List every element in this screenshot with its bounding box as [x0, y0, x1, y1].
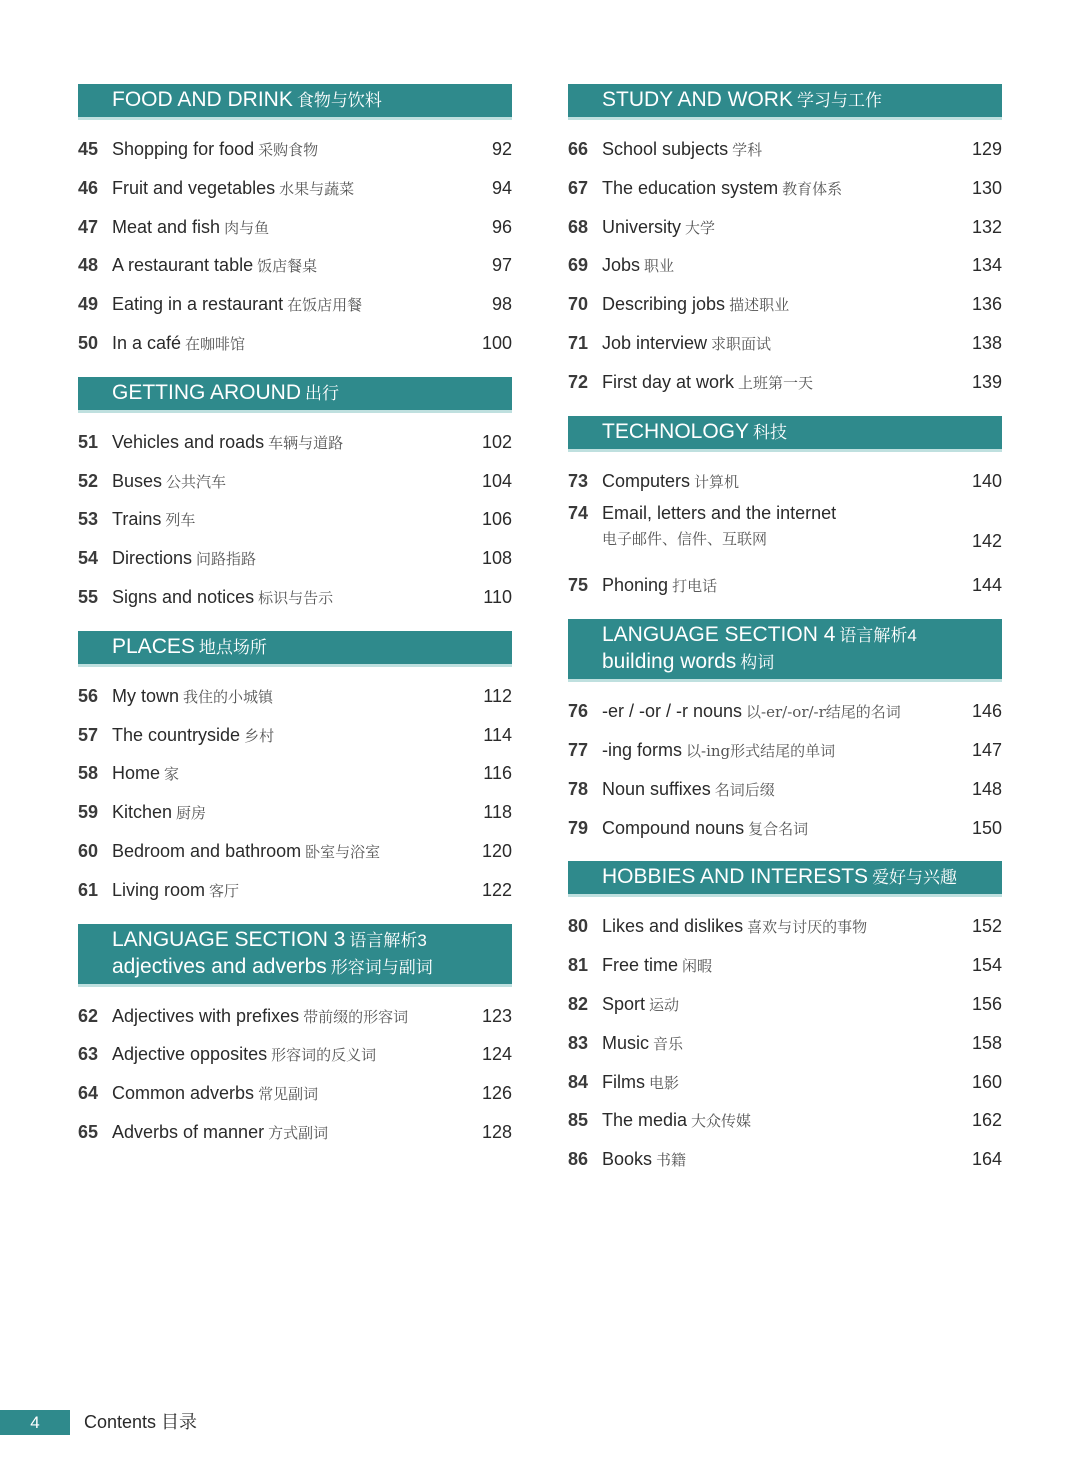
entry-number: 67 [568, 177, 589, 198]
toc-entry[interactable] [78, 462, 512, 501]
entry-title: Meat and fish [112, 216, 221, 237]
entry-number: 77 [568, 739, 589, 760]
entry-title: Signs and notices [112, 586, 255, 607]
entry-page-number: 126 [481, 1083, 512, 1104]
entry-title-zh: 喜欢与讨厌的事物 [747, 918, 868, 937]
entry-page-number: 92 [491, 139, 512, 159]
toc-entry[interactable] [568, 946, 1002, 985]
section-header [568, 84, 1002, 120]
entry-list [78, 667, 512, 910]
entry-number: 64 [78, 1083, 99, 1104]
toc-entry[interactable] [78, 754, 512, 793]
entry-list [78, 120, 512, 363]
entry-title-zh: 卧室与浴室 [305, 842, 381, 861]
entry-title-zh: 职业 [644, 257, 675, 276]
entry-title: My town [112, 685, 180, 706]
entry-title: Phoning [602, 575, 669, 596]
entry-title-zh: 上班第一天 [738, 373, 814, 392]
entry-page-number: 142 [971, 531, 1002, 552]
toc-entry[interactable] [568, 731, 1002, 770]
entry-title-zh: 求职面试 [711, 334, 772, 353]
entry-title: Free time [602, 955, 679, 976]
toc-entry[interactable] [78, 246, 512, 285]
entry-number: 54 [78, 548, 99, 569]
entry-title: Fruit and vegetables [112, 177, 276, 198]
entry-page-number: 130 [971, 177, 1002, 198]
entry-title: Adjectives with prefixes [112, 1005, 300, 1026]
toc-entry[interactable] [78, 1113, 512, 1152]
entry-title-zh: 以-ing形式结尾的单词 [686, 741, 836, 760]
entry-page-number: 104 [481, 470, 512, 491]
entry-page-number: 128 [481, 1121, 512, 1142]
entry-title: First day at work [602, 371, 735, 392]
toc-entry[interactable] [78, 285, 512, 324]
toc-section [568, 416, 1002, 606]
section-subtitle [112, 954, 512, 981]
entry-number: 76 [568, 701, 589, 722]
entry-page-number: 97 [491, 255, 512, 276]
entry-title: Living room [112, 879, 206, 900]
entry-page-number: 132 [971, 216, 1002, 237]
entry-title: A restaurant table [112, 255, 254, 276]
section-title-zh: 食物与饮料 [296, 91, 382, 110]
toc-section [568, 861, 1002, 1179]
entry-title-zh: 描述职业 [729, 296, 790, 315]
toc-entry[interactable] [78, 324, 512, 363]
entry-title-zh: 大学 [685, 218, 716, 237]
section-header [568, 861, 1002, 897]
entry-number: 48 [78, 255, 99, 276]
section-header [568, 416, 1002, 452]
entry-title: Music [602, 1032, 650, 1053]
entry-page-number: 118 [483, 802, 512, 823]
section-title: PLACES [112, 634, 195, 658]
entry-page-number: 148 [971, 778, 1002, 799]
section-title-zh: 爱好与兴趣 [872, 868, 958, 888]
entry-number: 61 [78, 879, 99, 900]
toc-section [568, 619, 1002, 847]
entry-title: School subjects [602, 139, 729, 159]
entry-title-zh: 计算机 [694, 472, 740, 491]
toc-entry[interactable] [78, 716, 512, 755]
section-title-zh: 学习与工作 [796, 91, 882, 110]
entry-title-zh: 书籍 [656, 1151, 687, 1170]
entry-number: 84 [568, 1071, 589, 1092]
toc-entry[interactable] [568, 130, 1002, 169]
toc-entry[interactable] [78, 1074, 512, 1113]
right-column [568, 84, 1002, 1193]
entry-number: 85 [568, 1110, 589, 1131]
section-header [78, 377, 512, 413]
entry-number: 62 [78, 1005, 99, 1026]
section-title: STUDY AND WORK [602, 88, 793, 111]
entry-title-zh: 在咖啡馆 [185, 334, 246, 353]
entry-page-number: 110 [483, 586, 512, 607]
entry-title: Compound nouns [602, 817, 745, 838]
entry-number: 58 [78, 763, 99, 784]
entry-title: Computers [602, 470, 691, 491]
entry-page-number: 147 [971, 739, 1002, 760]
entry-title: -ing forms [602, 739, 683, 760]
entry-list [568, 120, 1002, 402]
entry-title-zh: 学科 [732, 141, 763, 159]
toc-entry[interactable] [568, 1140, 1002, 1179]
entry-number: 65 [78, 1121, 99, 1142]
entry-number: 80 [568, 916, 589, 937]
entry-page-number: 150 [971, 817, 1002, 838]
entry-number: 86 [568, 1149, 589, 1170]
entry-page-number: 140 [971, 470, 1002, 491]
toc-entry[interactable] [78, 793, 512, 832]
toc-entry[interactable] [78, 423, 512, 462]
entry-title-zh: 电子邮件、信件、互联网 [602, 530, 768, 549]
toc-entry[interactable] [78, 500, 512, 539]
entry-number: 50 [78, 332, 99, 353]
entry-title: Home [112, 763, 161, 784]
section-title: GETTING AROUND [112, 380, 302, 404]
entry-page-number: 162 [971, 1110, 1002, 1131]
entry-title: Books [602, 1149, 653, 1170]
entry-title-zh: 复合名词 [748, 819, 809, 838]
entry-title-zh: 我住的小城镇 [183, 687, 274, 706]
entry-title: Films [602, 1071, 645, 1092]
entry-number: 82 [568, 993, 589, 1014]
entry-page-number: 102 [481, 431, 512, 452]
entry-title-zh: 采购食物 [258, 141, 319, 159]
entry-number: 55 [78, 586, 99, 607]
section-subtitle [602, 649, 1002, 676]
entry-title: Trains [112, 509, 162, 530]
toc-entry[interactable] [78, 169, 512, 208]
entry-number: 47 [78, 216, 99, 237]
entry-title-zh: 厨房 [176, 804, 207, 823]
entry-page-number: 136 [971, 294, 1002, 315]
entry-page-number: 160 [971, 1071, 1002, 1092]
toc-entry[interactable] [78, 539, 512, 578]
entry-title-zh: 大众传媒 [691, 1112, 752, 1131]
entry-title-zh: 以-er/-or/-r结尾的名词 [746, 703, 901, 722]
section-title: LANGUAGE SECTION 4 [602, 623, 836, 647]
toc-entry[interactable] [568, 324, 1002, 363]
entry-title: Adjective opposites [112, 1044, 268, 1065]
entry-page-number: 154 [971, 955, 1002, 976]
footer-page-number: 4 [0, 1410, 70, 1435]
section-title-zh: 语言解析4 [839, 626, 917, 646]
entry-number: 57 [78, 724, 99, 745]
entry-list [568, 897, 1002, 1179]
entry-title-zh: 问路指路 [196, 550, 257, 569]
toc-section [78, 631, 512, 910]
entry-number: 68 [568, 216, 589, 237]
toc-entry[interactable] [568, 692, 1002, 731]
section-subtitle-zh: 形容词与副词 [330, 957, 433, 977]
entry-page-number: 106 [481, 509, 512, 530]
section-title: HOBBIES AND INTERESTS [602, 865, 869, 889]
entry-number: 78 [568, 778, 589, 799]
toc-entry[interactable] [568, 907, 1002, 946]
entry-number: 52 [78, 470, 99, 491]
toc-entry[interactable] [78, 997, 512, 1036]
entry-title: Likes and dislikes [602, 916, 744, 937]
entry-title-zh: 在饭店用餐 [287, 296, 363, 315]
toc-entry[interactable] [568, 1101, 1002, 1140]
entry-title: Vehicles and roads [112, 431, 265, 452]
toc-entry[interactable] [568, 566, 1002, 605]
section-title: TECHNOLOGY [602, 419, 750, 443]
toc-entry[interactable] [568, 770, 1002, 809]
toc-entry[interactable] [568, 462, 1002, 501]
entry-page-number: 138 [971, 332, 1002, 353]
toc-entry[interactable] [568, 500, 1002, 566]
entry-page-number: 120 [481, 840, 512, 861]
entry-page-number: 114 [483, 724, 512, 745]
entry-number: 46 [78, 177, 99, 198]
toc-entry[interactable] [78, 578, 512, 617]
entry-title: University [602, 216, 682, 237]
section-header [78, 924, 512, 987]
entry-number: 81 [568, 955, 589, 976]
entry-title-zh: 乡村 [244, 726, 275, 745]
entry-number: 63 [78, 1044, 99, 1065]
entry-title: Jobs [602, 255, 641, 276]
entry-title-zh: 水果与蔬菜 [279, 179, 355, 198]
toc-section [568, 84, 1002, 402]
entry-title: Email, letters and the internet [602, 503, 837, 524]
entry-page-number: 152 [971, 916, 1002, 937]
toc-entry[interactable] [568, 1024, 1002, 1063]
entry-number: 71 [568, 332, 589, 353]
entry-number: 79 [568, 817, 589, 838]
toc-entry[interactable] [78, 832, 512, 871]
entry-title: Directions [112, 548, 193, 569]
section-header [78, 84, 512, 120]
entry-page-number: 146 [971, 701, 1002, 722]
entry-title-zh: 方式副词 [268, 1123, 329, 1142]
section-subtitle-text: building words [602, 650, 737, 674]
entry-page-number: 100 [481, 332, 512, 353]
section-title-zh: 出行 [305, 383, 340, 403]
section-title: LANGUAGE SECTION 3 [112, 927, 346, 951]
entry-title-zh: 闲暇 [682, 957, 713, 976]
entry-number: 56 [78, 685, 99, 706]
section-header [78, 631, 512, 667]
entry-page-number: 156 [971, 993, 1002, 1014]
toc-entry[interactable] [568, 1063, 1002, 1102]
entry-number: 51 [78, 431, 99, 452]
entry-number: 75 [568, 575, 589, 596]
entry-number: 83 [568, 1032, 589, 1053]
entry-title-zh: 运动 [649, 995, 680, 1014]
entry-title-zh: 客厅 [209, 881, 240, 900]
entry-title: Sport [602, 993, 646, 1014]
page-footer [0, 1410, 400, 1435]
entry-title: Kitchen [112, 802, 173, 823]
entry-page-number: 123 [481, 1005, 512, 1026]
section-title-zh: 地点场所 [198, 637, 267, 657]
entry-page-number: 124 [481, 1044, 512, 1065]
toc-entry[interactable] [568, 246, 1002, 285]
entry-page-number: 122 [481, 879, 512, 900]
entry-number: 45 [78, 139, 99, 159]
section-subtitle-zh: 构词 [740, 653, 775, 673]
section-title-zh: 科技 [753, 422, 788, 442]
entry-title: Shopping for food [112, 139, 255, 159]
toc-entry[interactable] [568, 169, 1002, 208]
entry-title: Bedroom and bathroom [112, 840, 302, 861]
toc-entry[interactable] [78, 1035, 512, 1074]
entry-number: 73 [568, 470, 589, 491]
entry-title-zh: 家 [164, 765, 180, 784]
entry-title: Describing jobs [602, 294, 726, 315]
toc-entry[interactable] [568, 809, 1002, 848]
entry-title-zh: 饭店餐桌 [257, 257, 318, 276]
toc-entry[interactable] [568, 208, 1002, 247]
entry-title-zh: 常见副词 [258, 1085, 319, 1104]
entry-title-zh: 打电话 [672, 577, 718, 596]
entry-title: Common adverbs [112, 1083, 255, 1104]
entry-title-zh: 肉与鱼 [224, 218, 270, 237]
toc-entry[interactable] [568, 285, 1002, 324]
entry-title-zh: 名词后缀 [714, 780, 775, 799]
entry-page-number: 144 [971, 575, 1002, 596]
entry-number: 53 [78, 509, 99, 530]
entry-title-zh: 列车 [165, 511, 196, 530]
toc-entry[interactable] [568, 985, 1002, 1024]
entry-list [568, 452, 1002, 606]
entry-title: The media [602, 1110, 688, 1131]
entry-title-zh: 公共汽车 [166, 472, 227, 491]
entry-title-zh: 带前缀的形容词 [303, 1007, 409, 1026]
entry-number: 49 [78, 294, 99, 315]
toc-entry[interactable] [78, 871, 512, 910]
entry-number: 69 [568, 255, 589, 276]
entry-list [78, 413, 512, 617]
entry-page-number: 158 [971, 1032, 1002, 1053]
entry-page-number: 112 [483, 685, 512, 706]
entry-title-zh: 标识与告示 [258, 588, 334, 607]
entry-title: Job interview [602, 332, 708, 353]
entry-title: Adverbs of manner [112, 1121, 265, 1142]
footer-label: Contents 目录 [84, 1412, 198, 1432]
entry-title-zh: 音乐 [653, 1034, 684, 1053]
left-column [78, 84, 512, 1166]
entry-title: Noun suffixes [602, 778, 711, 799]
section-subtitle-text: adjectives and adverbs [112, 954, 327, 978]
entry-number: 66 [568, 139, 589, 159]
toc-entry[interactable] [78, 130, 512, 169]
entry-page-number: 98 [491, 294, 512, 315]
entry-page-number: 116 [483, 763, 512, 784]
entry-page-number: 164 [971, 1149, 1002, 1170]
toc-entry[interactable] [78, 208, 512, 247]
entry-page-number: 108 [481, 548, 512, 569]
entry-number: 72 [568, 371, 589, 392]
entry-number: 70 [568, 294, 589, 315]
entry-title: Eating in a restaurant [112, 294, 284, 315]
entry-title: The countryside [112, 724, 241, 745]
section-title-zh: 语言解析3 [349, 930, 427, 950]
toc-section [78, 924, 512, 1152]
entry-title: -er / -or / -r nouns [602, 701, 743, 722]
entry-list [78, 987, 512, 1152]
entry-title-zh: 形容词的反义词 [271, 1046, 377, 1065]
entry-page-number: 129 [971, 139, 1002, 159]
entry-number: 59 [78, 802, 99, 823]
toc-entry[interactable] [568, 363, 1002, 402]
entry-page-number: 139 [971, 371, 1002, 392]
toc-section [78, 84, 512, 363]
entry-page-number: 134 [971, 255, 1002, 276]
entry-title: The education system [602, 177, 779, 198]
entry-list [568, 682, 1002, 847]
section-title: FOOD AND DRINK [112, 88, 293, 111]
entry-number: 74 [568, 503, 589, 524]
entry-title: Buses [112, 470, 163, 491]
entry-title-zh: 电影 [649, 1073, 680, 1092]
entry-title: In a café [112, 332, 182, 353]
entry-number: 60 [78, 840, 99, 861]
toc-entry[interactable] [78, 677, 512, 716]
entry-title-zh: 车辆与道路 [268, 433, 344, 452]
entry-title-zh: 教育体系 [782, 179, 843, 198]
toc-section [78, 377, 512, 617]
section-header [568, 619, 1002, 682]
entry-page-number: 96 [491, 216, 512, 237]
entry-page-number: 94 [491, 177, 512, 198]
